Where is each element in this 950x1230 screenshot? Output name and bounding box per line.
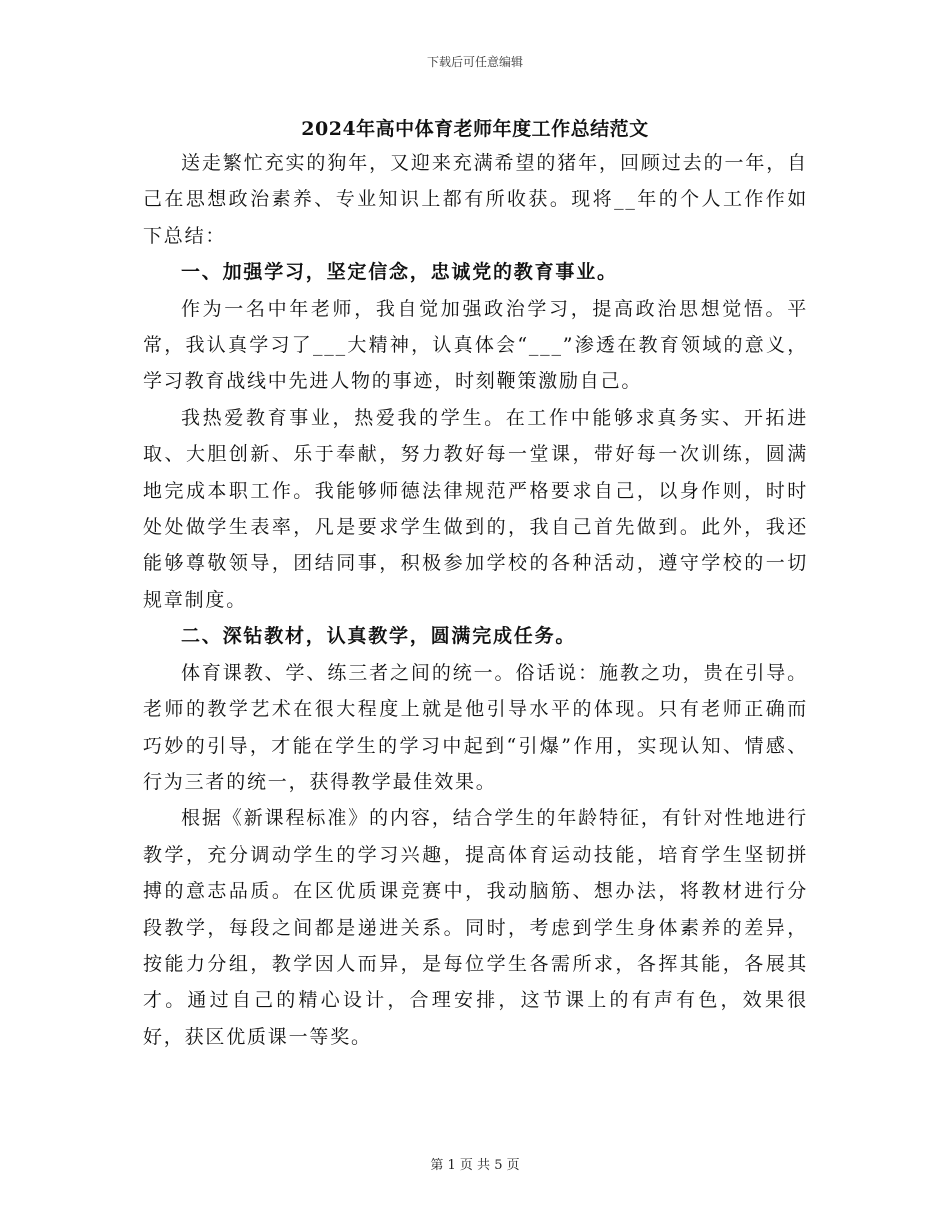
document-body [143, 145, 808, 1055]
intro-paragraph: 送走繁忙充实的狗年，又迎来充满希望的猪年，回顾过去的一年，自己在思想政治素养、专业知识上都有所收获。现将__年的个人工作作如下总结： [143, 152, 808, 247]
page-header: 下载后可任意编辑 [426, 55, 523, 69]
section-1-paragraph-2: 我热爱教育事业，热爱我的学生。在工作中能够求真务实、开拓进取、大胆创新、乐于奉献，努力教好每一堂课，带好每一次训练，圆满地完成本职工作。我能够师德法律规范严格要求自己，以身作则，时时处处做学生表率，凡是要求学生做到的，我自己首先做到。此外，我还能够尊敬领导，团结同事，积极参加学校的各种活动，遵守学校的一切规章制度。 [143, 406, 808, 611]
section-2-heading: 二、深钻教材，认真教学，圆满完成任务。 [181, 625, 577, 648]
section-1-paragraph-1: 作为一名中年老师，我自觉加强政治学习，提高政治思想觉悟。平常，我认真学习了___大精神，认真体会“___”渗透在教育领域的意义，学习教育战线中先进人物的事迹，时刻鞭策激励自己。 [143, 297, 808, 393]
section-1-heading: 一、加强学习，坚定信念，忠诚党的教育事业。 [181, 261, 618, 284]
section-2-paragraph-1: 体育课教、学、练三者之间的统一。俗话说：施教之功，贵在引导。老师的教学艺术在很大程度上就是他引导水平的体现。只有老师正确而巧妙的引导，才能在学生的学习中起到“引爆”作用，实现认知、情感、行为三者的统一，获得教学最佳效果。 [143, 661, 808, 793]
section-2-paragraph-2: 根据《新课程标准》的内容，结合学生的年龄特征，有针对性地进行教学，充分调动学生的学习兴趣，提高体育运动技能，培育学生坚韧拼搏的意志品质。在区优质课竞赛中，我动脑筋、想办法，将教材进行分段教学，每段之间都是递进关系。同时，考虑到学生身体素养的差异，按能力分组，教学因人而异，是每位学生各需所求，各挥其能，各展其才。通过自己的精心设计，合理安排，这节课上的有声有色，效果很好，获区优质课一等奖。 [143, 807, 808, 1048]
page-number: 第 1 页 共 5 页 [430, 1158, 520, 1173]
document-title: 2024年高中体育老师年度工作总结范文 [301, 118, 649, 140]
